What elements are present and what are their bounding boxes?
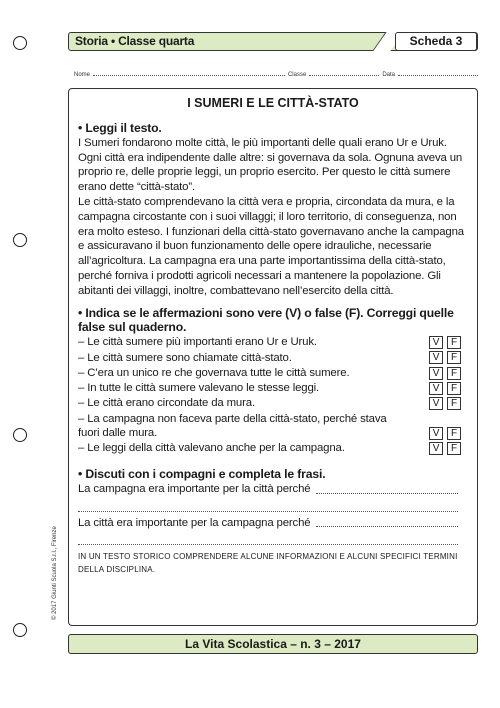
copyright-note: © 2017 Giunti Scuola S.r.l., Firenze: [52, 526, 58, 620]
class-field[interactable]: [309, 75, 379, 76]
sheet-number: Scheda 3: [395, 32, 477, 51]
date-field[interactable]: [398, 75, 478, 76]
punch-hole-lower-middle: [13, 428, 27, 442]
true-box[interactable]: V: [429, 336, 443, 349]
name-label: Nome: [74, 72, 91, 78]
subject-label: Storia • Classe quarta: [75, 34, 195, 48]
true-box[interactable]: V: [429, 351, 443, 364]
true-false-heading: • Indica se le affermazioni sono vere (V) o false (F). Correggi quelle false sul quaderno.: [78, 305, 454, 335]
statement-row: [78, 366, 470, 381]
statement-text: – Le città sumere sono chiamate città-stato.: [78, 351, 292, 364]
statement-row: [78, 411, 470, 441]
completion-line: [78, 516, 470, 531]
false-box[interactable]: F: [447, 367, 461, 380]
completion-prompt: La città era importante per la campagna perché: [78, 516, 311, 529]
punch-hole-top: [13, 36, 27, 50]
worksheet-content: [78, 121, 470, 576]
statement-text: – In tutte le città sumere valevano le stesse leggi.: [78, 381, 320, 394]
true-box[interactable]: V: [429, 367, 443, 380]
completion-prompt: La campagna era importante per la città perché: [78, 483, 311, 496]
punch-hole-upper-middle: [13, 233, 27, 247]
false-box[interactable]: F: [447, 442, 461, 455]
statement-row: [78, 350, 470, 365]
true-box[interactable]: V: [429, 427, 443, 440]
statement-text: – Le leggi della città valevano anche per la campagna.: [78, 442, 345, 455]
false-box[interactable]: F: [447, 382, 461, 395]
answer-field[interactable]: [78, 497, 458, 512]
true-box[interactable]: V: [429, 442, 443, 455]
date-label: Data: [382, 72, 395, 78]
name-field[interactable]: [93, 75, 285, 76]
false-box[interactable]: F: [447, 427, 461, 440]
punch-hole-bottom: [13, 623, 27, 637]
discuss-heading: • Discuti con i compagni e completa le frasi.: [78, 467, 326, 482]
statement-text: – La campagna non faceva parte della città-stato, perché stava fuori dalle mura.: [78, 412, 387, 440]
statement-row: [78, 381, 470, 396]
read-heading: • Leggi il testo.: [78, 121, 162, 135]
worksheet-box: [68, 88, 478, 626]
header-band: [68, 32, 478, 51]
statement-text: – C’era un unico re che governava tutte le città sumere.: [78, 366, 350, 379]
true-box[interactable]: V: [429, 382, 443, 395]
statement-text: – Le città erano circondate da mura.: [78, 397, 255, 410]
student-info-line: [74, 66, 478, 78]
class-label: Classe: [287, 72, 307, 78]
statement-text: – Le città sumere più importanti erano Ur e Uruk.: [78, 336, 317, 349]
worksheet-title: I SUMERI E LE CITTÀ-STATO: [187, 96, 359, 110]
text-paragraph-2: Le città-stato comprendevano la città vera e propria, circondata da mura, e la campagna circostante con i suoi villaggi; il loro territorio, di conseguenza, non era molto esteso. I funzionari della città-stato governavano anche la campagna e assicuravano il buon funzionamento delle opere idrauliche, necessarie all’agricoltura. La campagna era una parte importantissima della città-stato, perché forniva i prodotti agricoli necessari a mantenere la popolazione. Gli abitanti dei villaggi, inoltre, combattevano nell’esercito della città.: [78, 195, 464, 297]
false-box[interactable]: F: [447, 336, 461, 349]
statement-row: [78, 335, 470, 350]
true-box[interactable]: V: [429, 397, 443, 410]
statement-row: [78, 396, 470, 411]
answer-field[interactable]: [78, 530, 458, 545]
statement-row: [78, 441, 470, 456]
false-box[interactable]: F: [447, 397, 461, 410]
text-paragraph-1: I Sumeri fondarono molte città, le più importanti delle quali erano Ur e Uruk. Ogni città era indipendente dalle altre: si governava da sola. Ognuna aveva un proprio re, delle proprie leggi, un proprio esercito. Per questo le città sumere erano dette “città-stato”.: [78, 136, 463, 194]
false-box[interactable]: F: [447, 351, 461, 364]
answer-field[interactable]: [316, 526, 458, 527]
answer-field[interactable]: [316, 493, 458, 494]
footer-band: La Vita Scolastica – n. 3 – 2017: [68, 634, 478, 654]
objective-note: IN UN TESTO STORICO COMPRENDERE ALCUNE INFORMAZIONI E ALCUNI SPECIFICI TERMINI DELLA DISCIPLINA.: [78, 552, 458, 575]
completion-line: [78, 482, 470, 497]
